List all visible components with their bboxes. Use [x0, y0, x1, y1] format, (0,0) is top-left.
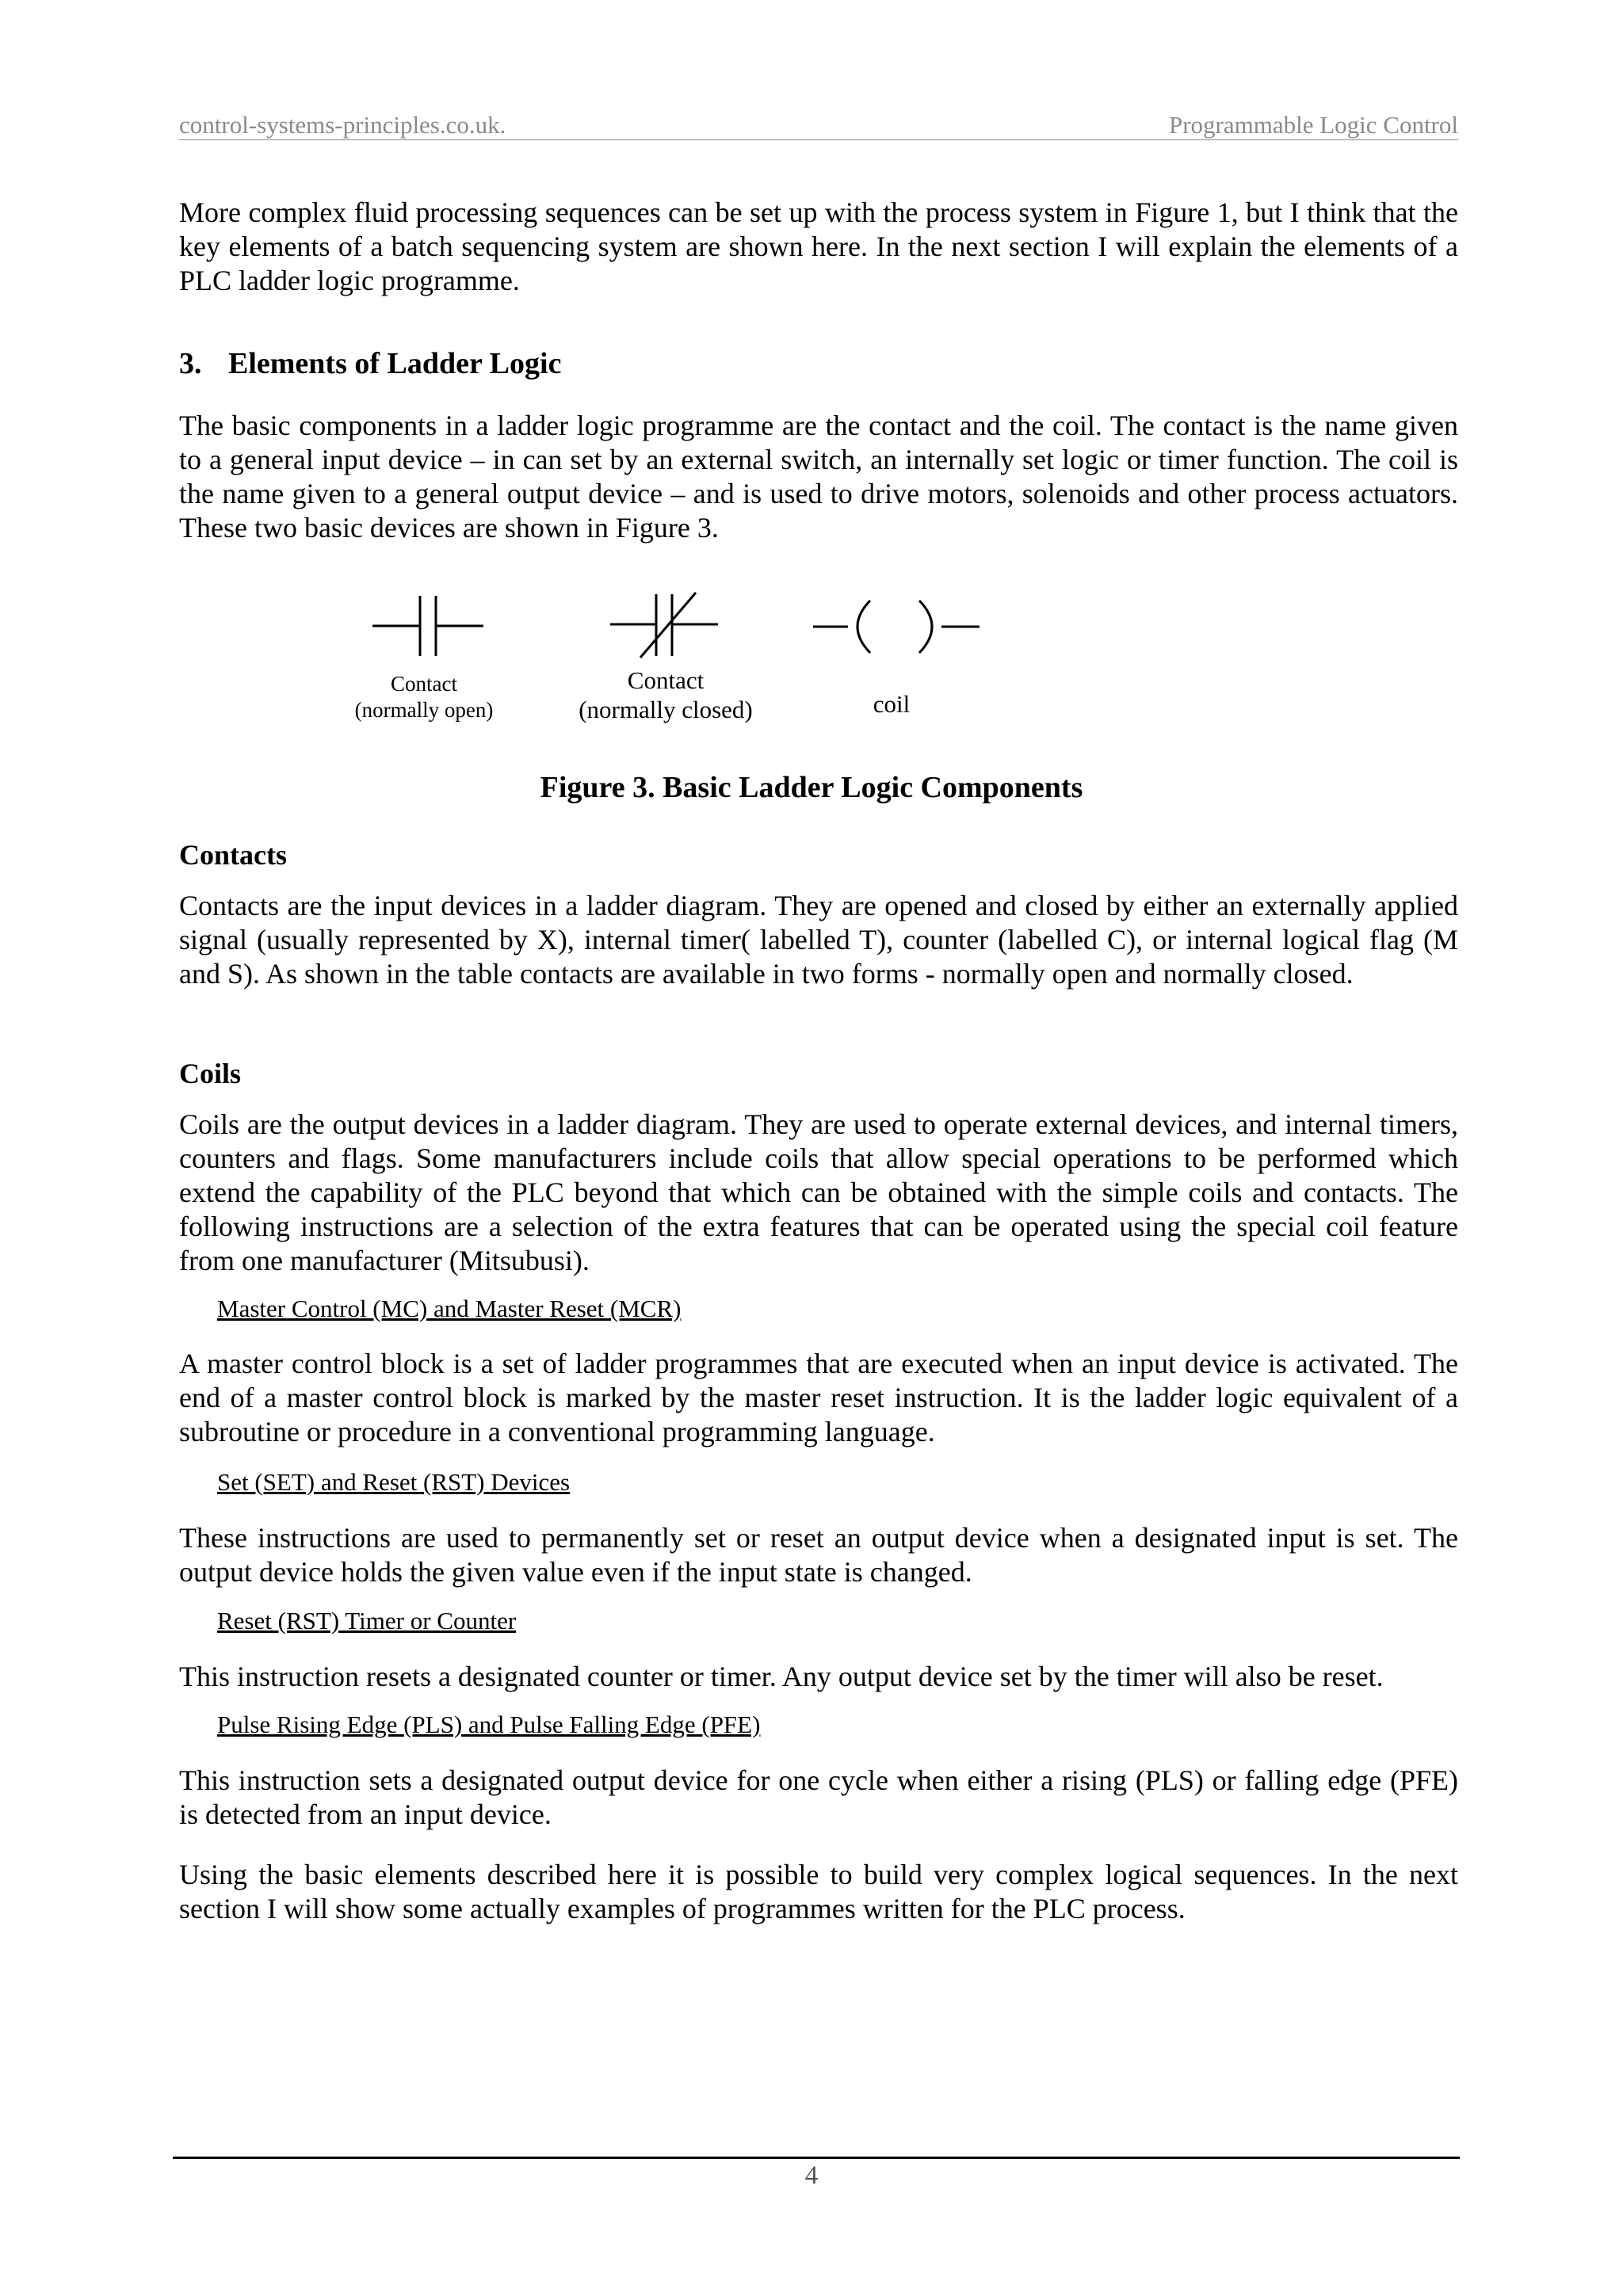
coil-symbol: [813, 599, 980, 654]
normally-closed-label-line1: Contact: [627, 666, 705, 694]
intro-paragraph: More complex fluid processing sequences can be set up with the process system in Figure 1, but I think that the key elements of a batch sequencing system are shown here. In the next section I will explain the elements of a PLC ladder logic programme.: [179, 196, 1458, 296]
mc-mcr-paragraph: A master control block is a set of ladder programmes that are executed when an input device is activated. The end of a master control block is marked by the master reset instruction. It is the ladder logic equivalent of a subroutine or procedure in a conventional programming language.: [179, 1348, 1458, 1447]
normally-closed-label: [555, 666, 777, 724]
set-rst-subheading: Set (SET) and Reset (RST) Devices: [217, 1468, 571, 1496]
normally-open-contact-symbol: [372, 596, 483, 656]
header-title: Programmable Logic Control: [1168, 111, 1458, 139]
normally-open-label: [333, 671, 515, 723]
section-heading: [179, 346, 561, 381]
pls-pfe-paragraph: This instruction sets a designated output device for one cycle when either a rising (PLS) or falling edge (PFE) is detected from an input device.: [179, 1764, 1458, 1830]
section-number: 3.: [179, 347, 202, 380]
page-header: [179, 109, 1458, 140]
contacts-heading: Contacts: [179, 839, 287, 871]
mc-mcr-subheading: Master Control (MC) and Master Reset (MCR): [217, 1295, 682, 1322]
section-paragraph: The basic components in a ladder logic programme are the contact and the coil. The contact is the name given to a general input device – in can set by an external switch, an internally set logic or timer function. The coil is the name given to a general output device – and is used to drive motors, solenoids and other process actuators. These two basic devices are shown in Figure 3.: [179, 410, 1458, 543]
rst-timer-paragraph: This instruction resets a designated counter or timer. Any output device set by the timer will also be reset.: [179, 1661, 1384, 1692]
rst-timer-subheading: Reset (RST) Timer or Counter: [217, 1607, 517, 1634]
section-title: Elements of Ladder Logic: [228, 347, 562, 380]
coils-paragraph: Coils are the output devices in a ladder diagram. They are used to operate external devices, and internal timers, counters and flags. Some manufacturers include coils that allow special operations to be performed which extend the capability of the PLC beyond that which can be obtained with the simple coils and contacts. The following instructions are a selection of the extra features that can be operated using the special coil feature from one manufacturer (Mitsubusi).: [179, 1108, 1458, 1276]
set-rst-paragraph: These instructions are used to permanently set or reset an output device when a designated input is set. The output device holds the given value even if the input state is changed.: [179, 1522, 1458, 1588]
page-number: 4: [804, 2161, 819, 2190]
closing-paragraph: Using the basic elements described here it is possible to build very complex logical sequences. In the next section I will show some actually examples of programmes written for the PLC process.: [179, 1859, 1458, 1924]
normally-open-label-line1: Contact: [391, 672, 457, 696]
header-site: control-systems-principles.co.uk.: [179, 111, 506, 139]
coil-label: coil: [873, 690, 911, 718]
footer-rule: [173, 2157, 1460, 2159]
contacts-paragraph: Contacts are the input devices in a ladder diagram. They are opened and closed by either an externally applied signal (usually represented by X), internal timer( labelled T), counter (labelled C), or internal logical flag (M and S). As shown in the table contacts are available in two forms - normally open and normally closed.: [179, 890, 1458, 990]
coils-heading: Coils: [179, 1058, 242, 1089]
normally-open-label-line2: (normally open): [354, 698, 494, 722]
normally-closed-label-line2: (normally closed): [579, 696, 753, 723]
figure-caption: Figure 3. Basic Ladder Logic Components: [540, 771, 1083, 804]
pls-pfe-subheading: Pulse Rising Edge (PLS) and Pulse Falling Edge (PFE): [217, 1711, 761, 1738]
normally-closed-contact-symbol: [610, 591, 718, 659]
